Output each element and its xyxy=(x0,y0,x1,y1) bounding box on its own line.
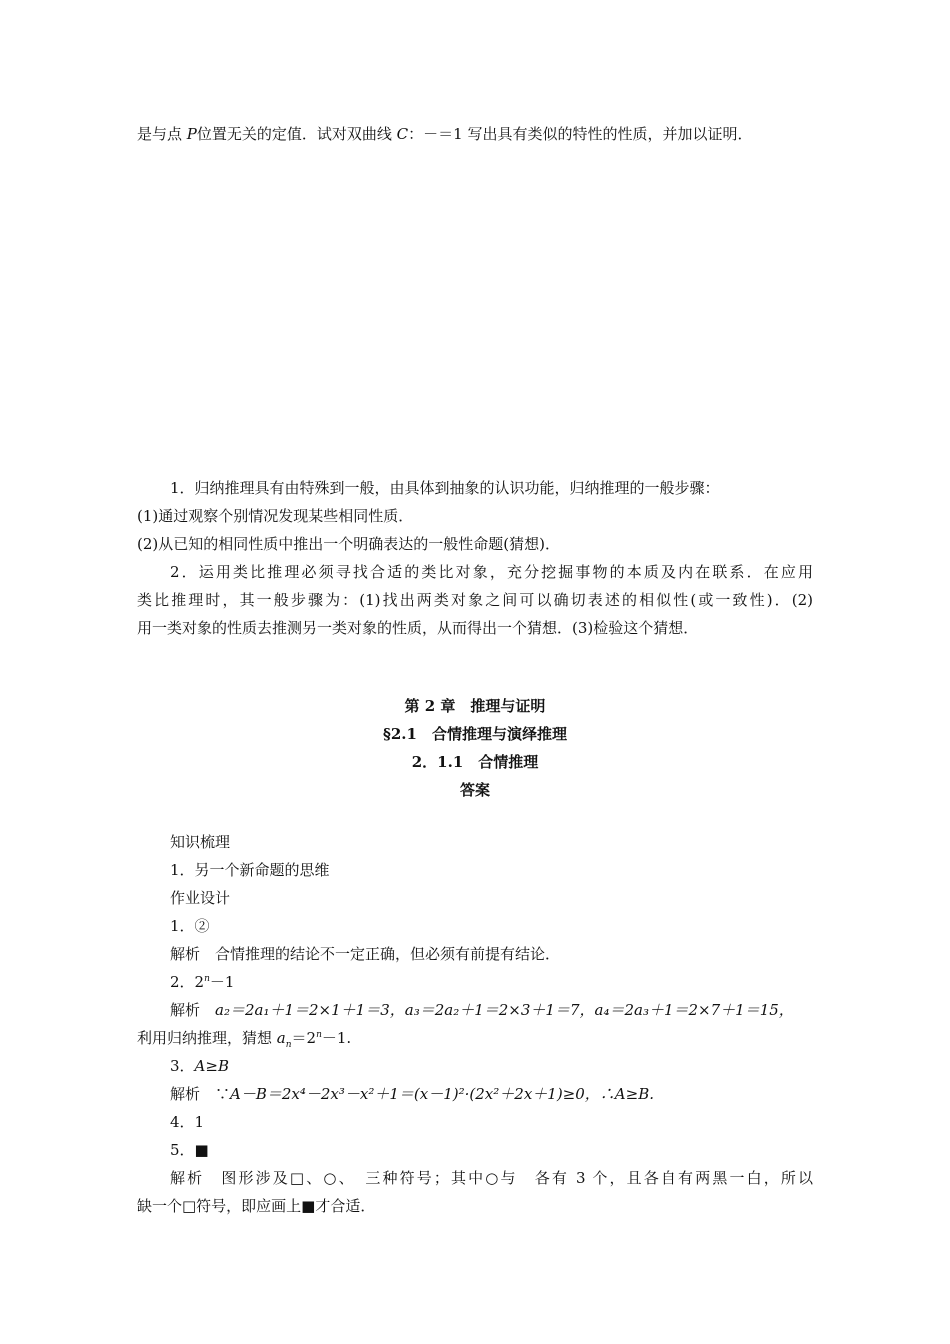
answers-heading: 答案 xyxy=(459,781,490,799)
answer-4: 4．1 xyxy=(170,1113,205,1131)
summary-point-2-line2: 类比推理时，其一般步骤为：(1)找出两类对象之间可以确切表述的相似性(或一致性)．(2) xyxy=(137,591,813,609)
answer-2-explanation: 解析 a₂＝2a₁＋1＝2×1＋1＝3，a₃＝2a₂＋1＝2×3＋1＝7，a₄＝2a₃＋1＝2×7＋1＝15， xyxy=(170,1001,794,1019)
answer-1-explanation: 解析 合情推理的结论不一定正确，但必须有前提有结论． xyxy=(170,945,561,963)
answer-3: 3．A≥B xyxy=(170,1057,229,1075)
chapter-title: 第 2 章 推理与证明 xyxy=(404,697,546,715)
answer-1: 1．② xyxy=(170,917,210,935)
homework-heading: 作业设计 xyxy=(170,889,231,907)
answer-3-explanation: 解析 ∵A－B＝2x⁴－2x³－x²＋1＝(x－1)²·(2x²＋2x＋1)≥0，∴A≥B. xyxy=(170,1085,654,1103)
summary-point-1: 1．归纳推理具有由特殊到一般，由具体到抽象的认识功能，归纳推理的一般步骤： xyxy=(170,479,720,497)
summary-point-2-line3: 用一类对象的性质去推测另一类对象的性质，从而得出一个猜想．(3)检验这个猜想． xyxy=(137,619,699,637)
answer-5: 5．■ xyxy=(170,1141,209,1159)
answer-5-explanation-cont: 缺一个□符号，即应画上■才合适． xyxy=(137,1197,376,1215)
answer-2: 2．$2^n-1$ xyxy=(170,973,235,991)
summary-step-2: (2)从已知的相同性质中推出一个明确表达的一般性命题(猜想)． xyxy=(137,535,560,553)
section-title: §2.1 合情推理与演绎推理 xyxy=(383,725,567,743)
summary-step-1: (1)通过观察个别情况发现某些相同性质． xyxy=(137,507,414,525)
answer-2-explanation-cont: 利用归纳推理，猜想 $a_n=2^n-1$. xyxy=(137,1029,352,1050)
knowledge-heading: 知识梳理 xyxy=(170,833,231,851)
knowledge-item-1: 1．另一个新命题的思维 xyxy=(170,861,330,879)
summary-point-2-line1: 2．运用类比推理必须寻找合适的类比对象，充分挖掘事物的本质及内在联系．在应用 xyxy=(170,563,813,581)
problem-continuation: 是与点 P位置无关的定值．试对双曲线 C：－＝1 写出具有类似的特性的性质，并加以证明． xyxy=(137,125,753,143)
subsection-title: 2．1.1 合情推理 xyxy=(411,753,539,771)
answer-5-explanation: 解析 图形涉及□、○、 三种符号；其中○与 各有 3 个，且各自有两黑一白，所以 xyxy=(170,1169,813,1187)
